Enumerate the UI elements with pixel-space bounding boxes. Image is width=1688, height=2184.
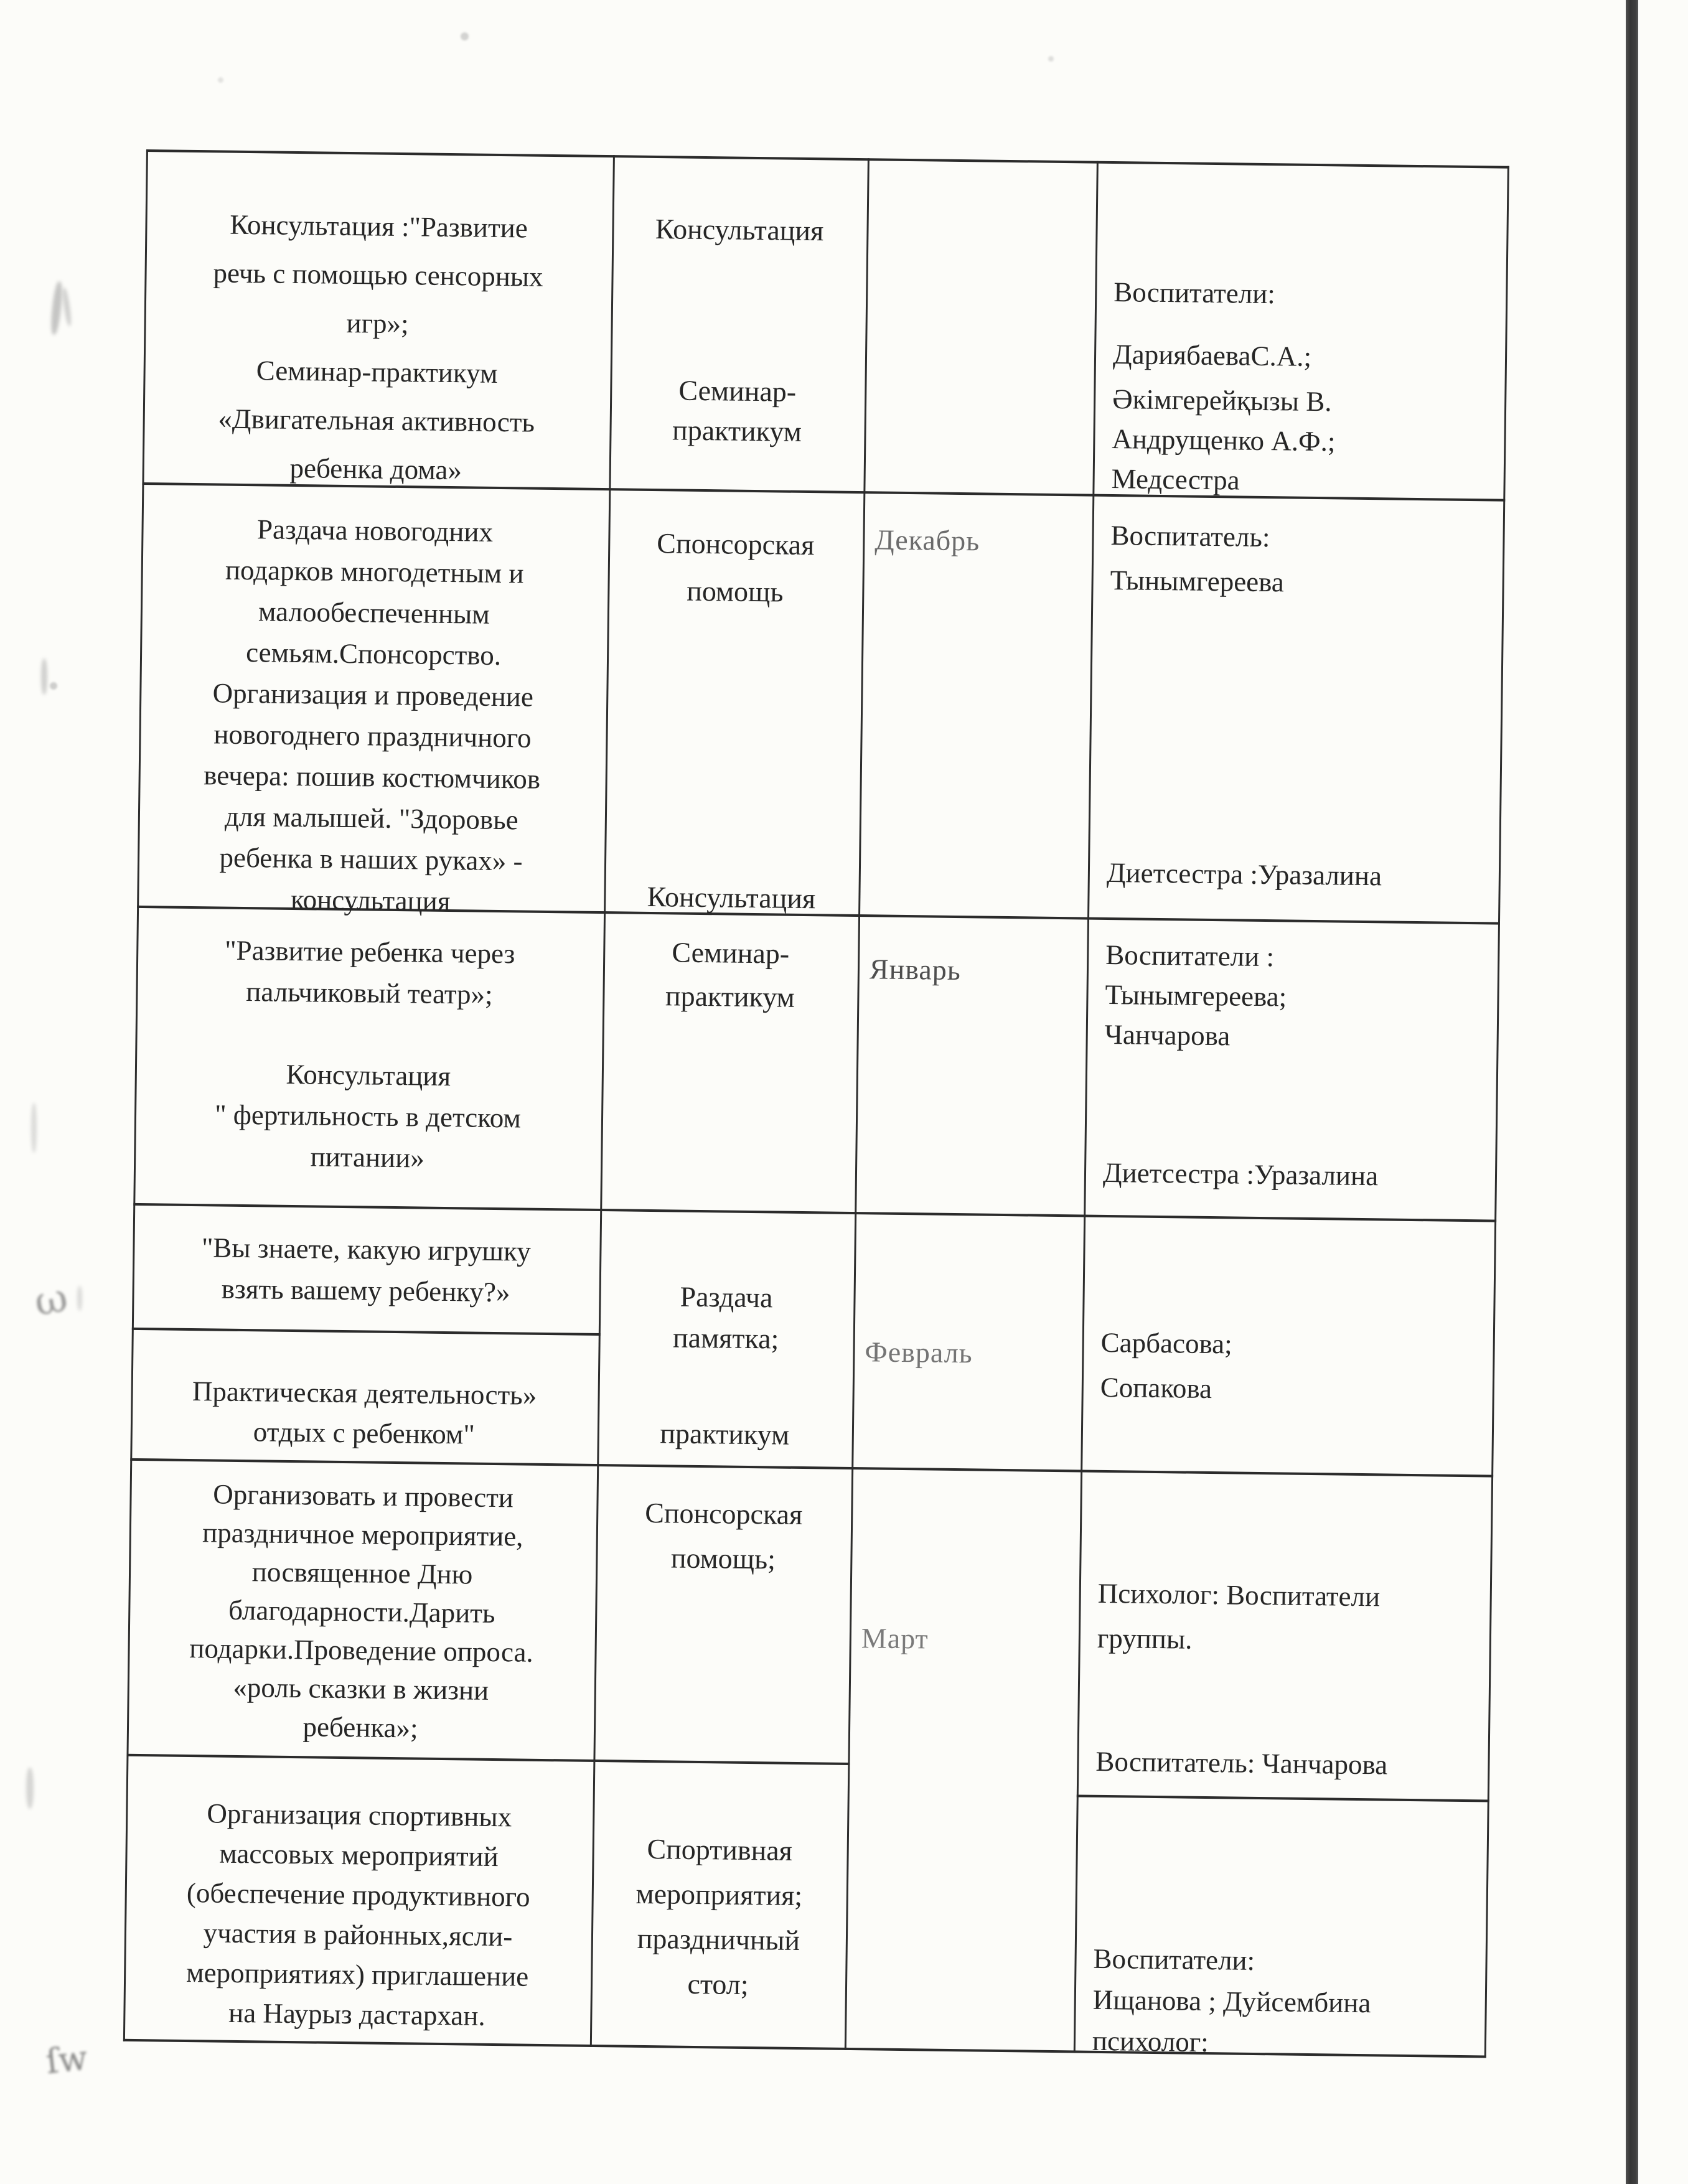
cell-form-top-row5: Спонсорская помощь;: [644, 1496, 803, 1575]
cell-responsible-top-row5: Психолог: Воспитатели группы.: [1097, 1577, 1381, 1655]
cell-form-bottom-row2: Консультация: [647, 880, 816, 915]
cell-form-top-row1: Консультация: [655, 213, 824, 247]
scanner-edge-strip: [1626, 0, 1638, 2184]
cell-month-row5: Март: [861, 1622, 929, 1655]
scan-artifact-4: [50, 682, 57, 690]
cell-responsible-top-row2: Воспитатель: Тынымгереева: [1110, 519, 1285, 598]
cell-form-bottom-row4: практикум: [660, 1417, 790, 1451]
row-divider-3: [133, 1203, 1496, 1222]
scan-artifact-1: [50, 281, 64, 335]
table-border-top: [146, 149, 1509, 169]
scan-artifact-6: ω: [30, 1275, 72, 1326]
cell-form-top-row6: Спортивная мероприятия; праздничный стол;: [635, 1833, 803, 2001]
cell-activity-row3: "Развитие ребенка через пальчиковый театр»; Консультация " фертильность в детском питании»: [214, 934, 522, 1174]
row-divider-5-left: [126, 1754, 850, 1765]
cell-month-row3: Январь: [869, 953, 962, 987]
scan-artifact-3: [41, 658, 47, 695]
scan-artifact-10: [461, 32, 469, 40]
cell-responsible-bottom-row2: Диетсестра :Уразалина: [1106, 856, 1382, 892]
cell-responsible-row4: Сарбасова; Сопакова: [1100, 1326, 1232, 1405]
cell-form-top-row2: Спонсорская помощь: [657, 527, 815, 608]
row-subdivider-col1: [132, 1328, 601, 1336]
cell-activity-top-row4: "Вы знаете, какую игрушку взять вашему ребенку?»: [201, 1232, 532, 1308]
plan-table: [123, 149, 1509, 2058]
scan-artifact-5: [31, 1103, 37, 1153]
cell-responsible-bottom-row1: Әкімгерейқызы В. Андрущенко А.Ф.; Медсестра: [1111, 383, 1336, 496]
scan-artifact-2: [62, 288, 73, 327]
cell-activity-row1: Консультация :"Развитие речь с помощью сенсорных игр»; Семинар-практикум «Двигательная активность ребенка дома»: [213, 209, 543, 486]
cell-activity-row6: Организация спортивных массовых мероприятий (обеспечение продуктивного участия в районных,ясли- мероприятиях) приглашение на Наурыз дастархан.: [185, 1797, 530, 2032]
cell-responsible-row6: Воспитатели: Ищанова ; Дуйсембина психолог:: [1092, 1943, 1371, 2058]
scan-artifact-8: [26, 1768, 34, 1809]
row-divider-4: [130, 1458, 1493, 1478]
cell-responsible-top-row1: Воспитатели: ДариябаеваС.А.;: [1112, 276, 1312, 372]
row-divider-5-right: [1077, 1794, 1489, 1802]
scan-artifact-7: [77, 1286, 82, 1311]
cell-activity-row2: Раздача новогодних подарков многодетным и малообеспеченным семьям.Спонсорство. Организация и проведение новогоднего праздничного вечера: пошив костюмчиков для малышей. "Здоровье ребенка в наших руках» - консультация: [203, 513, 541, 917]
table-border-col3: [1074, 161, 1099, 2053]
cell-responsible-bottom-row3: Диетсестра :Уразалина: [1102, 1156, 1379, 1192]
cell-form-top-row4: Раздача памятка;: [672, 1280, 779, 1355]
cell-responsible-bottom-row5: Воспитатель: Чанчарова: [1095, 1745, 1388, 1781]
scan-artifact-12: [218, 77, 223, 83]
scan-artifact-9: ſw: [44, 2038, 90, 2082]
cell-form-bottom-row1: Семинар- практикум: [672, 374, 802, 448]
cell-responsible-top-row3: Воспитатели : Тынымгереева; Чанчарова: [1104, 939, 1287, 1052]
cell-activity-row5: Организовать и провести праздничное мероприятие, посвященное Дню благодарности.Дарить подарки.Проведение опроса. «роль сказки в жизни ребенка»;: [189, 1478, 534, 1744]
cell-month-row4: Февраль: [865, 1336, 973, 1369]
cell-month-row2: Декабрь: [874, 523, 980, 557]
cell-form-top-row3: Семинар- практикум: [665, 936, 795, 1013]
scan-artifact-11: [1048, 56, 1054, 62]
cell-activity-bottom-row4: Практическая деятельность» отдых с ребенком": [192, 1376, 537, 1450]
